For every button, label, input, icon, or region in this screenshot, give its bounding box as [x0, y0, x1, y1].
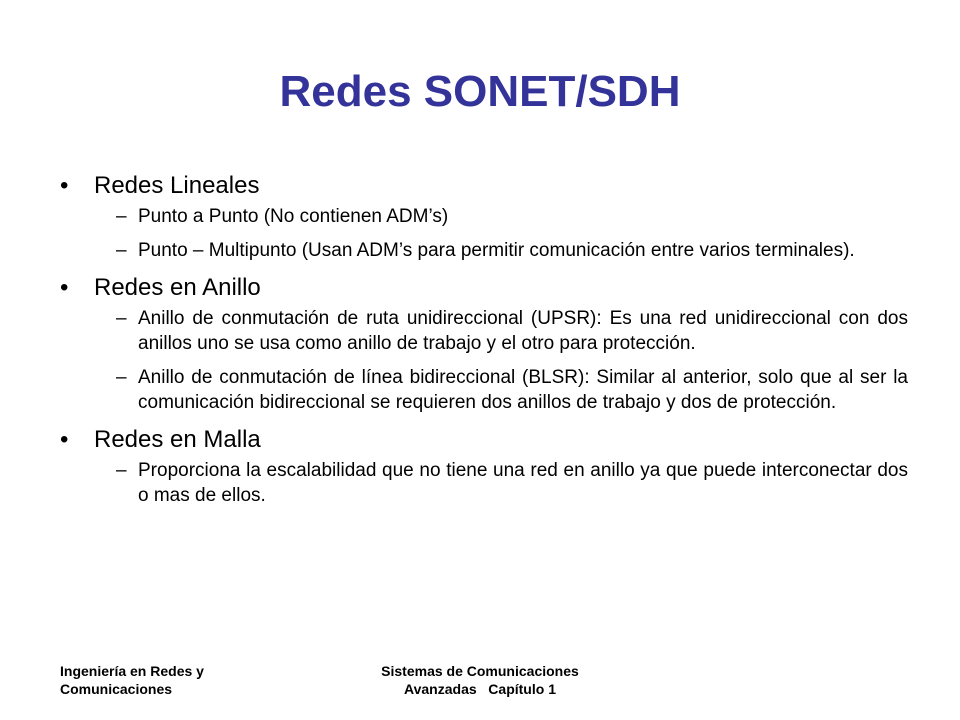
slide-content [60, 170, 908, 517]
sub-text: Anillo de conmutación de línea bidireccional (BLSR): Similar al anterior, solo que al ser la comunicación bidireccional se requieren dos anillos de trabajo y dos de protección. [138, 367, 908, 413]
sub-text: Proporciona la escalabilidad que no tiene una red en anillo ya que puede interconectar dos o mas de ellos. [138, 460, 908, 506]
bullet-redes-en-anillo [60, 272, 908, 304]
bullet-text: Redes en Anillo [94, 274, 261, 301]
sub-item [60, 238, 908, 263]
dash-icon: – [116, 206, 127, 227]
footer-center-line2: Avanzadas Capítulo 1 [404, 681, 556, 697]
sub-text: Punto – Multipunto (Usan ADM’s para permitir comunicación entre varios terminales). [138, 240, 855, 261]
bullet-icon: • [60, 426, 69, 453]
bullet-icon: • [60, 274, 69, 301]
dash-icon: – [116, 308, 127, 329]
slide-title: Redes SONET/SDH [279, 67, 681, 116]
bullet-text: Redes en Malla [94, 426, 261, 453]
sub-item [60, 306, 908, 356]
dash-icon: – [116, 240, 127, 261]
bullet-redes-lineales [60, 170, 908, 202]
sub-item [60, 458, 908, 508]
footer-center [330, 662, 630, 698]
sub-item [60, 365, 908, 415]
footer-left [60, 662, 300, 698]
footer-center-line1: Sistemas de Comunicaciones [381, 663, 579, 679]
sub-text: Punto a Punto (No contienen ADM’s) [138, 206, 449, 227]
bullet-text: Redes Lineales [94, 172, 260, 199]
sub-text: Anillo de conmutación de ruta unidireccional (UPSR): Es una red unidireccional con dos anillos uno se usa como anillo de trabajo y el otro para protección. [138, 308, 908, 354]
bullet-redes-en-malla [60, 424, 908, 456]
sub-item [60, 204, 908, 229]
dash-icon: – [116, 367, 127, 388]
bullet-icon: • [60, 172, 69, 199]
footer-left-line2: Comunicaciones [60, 681, 173, 697]
dash-icon: – [116, 460, 127, 481]
sub-list [60, 306, 908, 415]
sub-list [60, 204, 908, 263]
footer-left-line1: Ingeniería en Redes y [60, 663, 204, 679]
sub-list [60, 458, 908, 508]
